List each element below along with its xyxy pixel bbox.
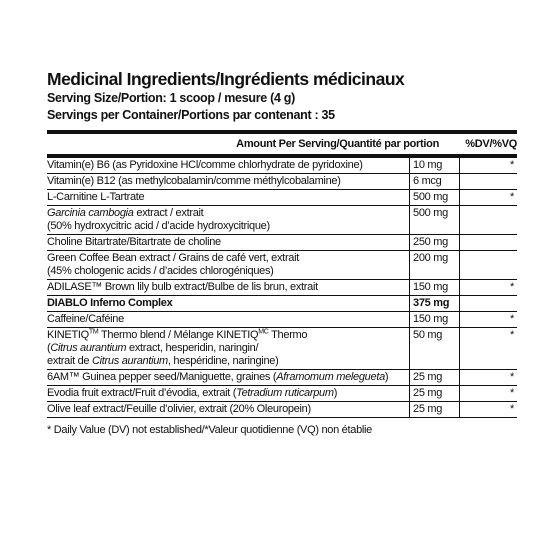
ingredient-name: Garcinia cambogia extract / extrait bbox=[47, 207, 204, 219]
ingredient-amount: 6 mcg bbox=[413, 175, 442, 187]
ingredient-dv: * bbox=[510, 159, 514, 171]
ingredient-name: KINETIQ™ Thermo blend / Mélange $KINETIQ^{MC}$ Thermo bbox=[47, 328, 308, 341]
ingredient-row-green-coffee bbox=[47, 251, 517, 280]
ingredient-name: Choline Bitartrate/Bitartrate de choline bbox=[47, 236, 221, 248]
ingredient-name: Green Coffee Bean extract / Grains de café vert, extrait bbox=[47, 252, 300, 264]
ingredient-name: Vitamin(e) B12 (as methylcobalamin/comme méthylcobalamine) bbox=[47, 175, 341, 187]
ingredient-dv: * bbox=[510, 387, 514, 399]
ingredient-row-l-carnitine bbox=[47, 190, 517, 206]
ingredient-row-choline bbox=[47, 235, 517, 251]
ingredient-detail: (Citrus aurantium extract, hesperidin, naringin/ bbox=[47, 342, 259, 354]
ingredient-name: Olive leaf extract/Feuille d’olivier, extrait (20% Oleuropein) bbox=[47, 403, 311, 415]
ingredient-amount: 250 mg bbox=[413, 236, 448, 248]
servings-per-container: Servings per Container/Portions par contenant : 35 bbox=[47, 108, 335, 122]
ingredient-row-olive bbox=[47, 402, 517, 418]
ingredient-amount: 500 mg bbox=[413, 207, 448, 219]
ingredient-row-caffeine bbox=[47, 312, 517, 328]
ingredient-detail: extrait de Citrus aurantium, hespéridine, naringine) bbox=[47, 355, 279, 367]
ingredient-name: ADILASE™ Brown lily bulb extract/Bulbe de lis brun, extrait bbox=[47, 281, 318, 293]
ingredient-detail: (50% hydroxycitric acid / d’acide hydroxycitrique) bbox=[47, 220, 270, 232]
ingredient-amount: 150 mg bbox=[413, 281, 448, 293]
ingredient-row-6am bbox=[47, 370, 517, 386]
amount-header: Amount Per Serving/Quantité par portion bbox=[236, 138, 439, 150]
ingredient-table bbox=[47, 157, 517, 418]
ingredient-amount: 25 mg bbox=[413, 403, 443, 415]
ingredient-dv bbox=[459, 296, 517, 311]
ingredient-name: Evodia fruit extract/Fruit d’évodia, extrait (Tetradium ruticarpum) bbox=[47, 387, 338, 399]
ingredient-dv bbox=[459, 174, 517, 189]
ingredient-row-adilase bbox=[47, 280, 517, 296]
ingredient-name: Caffeine/Caféine bbox=[47, 313, 124, 325]
ingredient-amount: 150 mg bbox=[413, 313, 448, 325]
amount-column-line bbox=[409, 157, 410, 418]
ingredient-name: L-Carnitine L-Tartrate bbox=[47, 191, 145, 203]
serving-size: Serving Size/Portion: 1 scoop / mesure (4 g) bbox=[47, 91, 295, 105]
ingredient-name: 6AM™ Guinea pepper seed/Maniguette, graines (Aframomum melegueta) bbox=[47, 371, 389, 383]
ingredient-row-evodia bbox=[47, 386, 517, 402]
ingredient-amount: 375 mg bbox=[413, 297, 450, 309]
ingredient-amount: 500 mg bbox=[413, 191, 448, 203]
ingredient-dv bbox=[459, 251, 517, 279]
ingredient-row-kinetiq bbox=[47, 328, 517, 370]
ingredient-dv: * bbox=[510, 313, 514, 325]
panel-title: Medicinal Ingredients/Ingrédients médicinaux bbox=[47, 69, 405, 89]
ingredient-row-vitamin-b12 bbox=[47, 174, 517, 190]
ingredient-row-diablo bbox=[47, 296, 517, 312]
ingredient-amount: 10 mg bbox=[413, 159, 443, 171]
ingredient-name: Vitamin(e) B6 (as Pyridoxine HCl/comme chlorhydrate de pyridoxine) bbox=[47, 159, 363, 171]
supplement-facts-panel bbox=[47, 68, 517, 436]
ingredient-dv: * bbox=[510, 191, 514, 203]
ingredient-dv: * bbox=[510, 281, 514, 293]
ingredient-name: DIABLO Inferno Complex bbox=[47, 297, 173, 309]
ingredient-row-garcinia bbox=[47, 206, 517, 235]
ingredient-amount: 25 mg bbox=[413, 371, 443, 383]
ingredient-dv bbox=[459, 235, 517, 250]
ingredient-amount: 25 mg bbox=[413, 387, 443, 399]
ingredient-detail: (45% chologenic acids / d’acides chlorogéniques) bbox=[47, 265, 274, 277]
ingredient-dv bbox=[459, 206, 517, 234]
column-header bbox=[47, 134, 517, 154]
footnote: * Daily Value (DV) not established/*Valeur quotidienne (VQ) non établie bbox=[47, 424, 372, 436]
ingredient-dv: * bbox=[510, 371, 514, 383]
ingredient-dv: * bbox=[510, 329, 514, 341]
ingredient-amount: 200 mg bbox=[413, 252, 448, 264]
dv-column-line bbox=[459, 157, 460, 418]
ingredient-row-vitamin-b6 bbox=[47, 157, 517, 174]
dv-header: %DV/%VQ bbox=[465, 138, 517, 150]
ingredient-amount: 50 mg bbox=[413, 329, 443, 341]
ingredient-dv: * bbox=[510, 403, 514, 415]
